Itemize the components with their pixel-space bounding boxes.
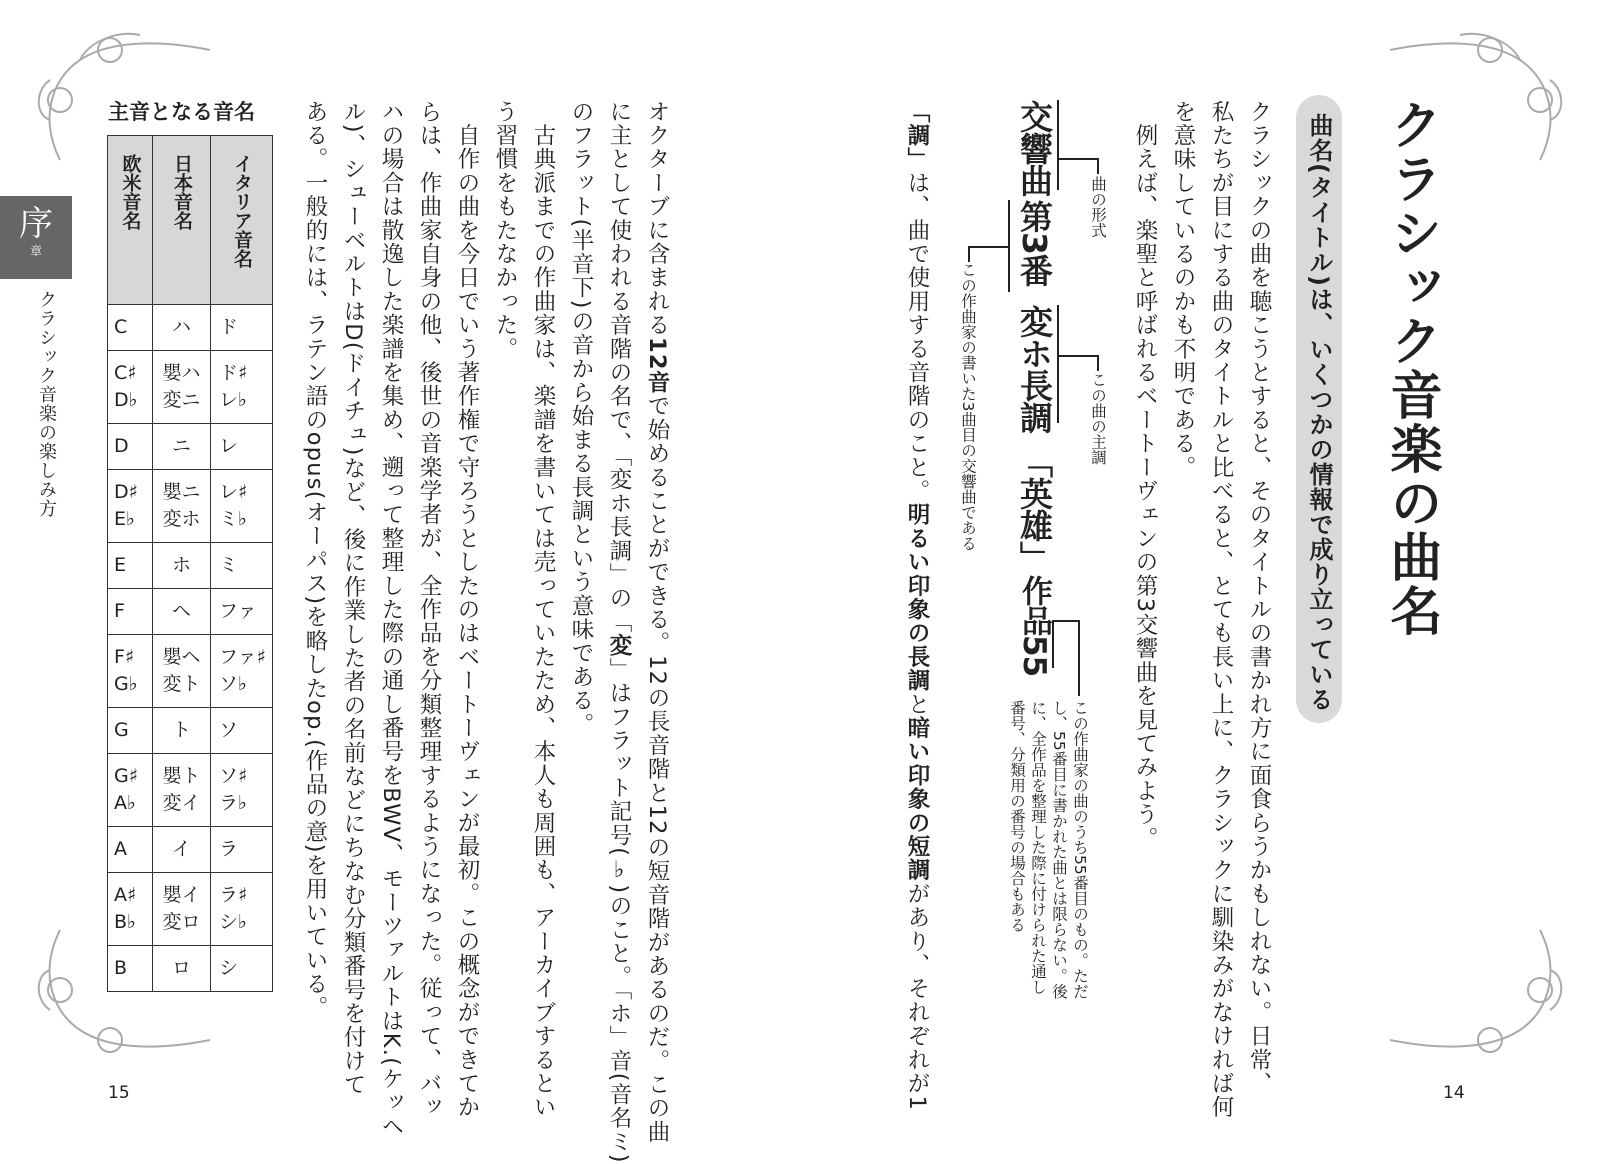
table-row — [108, 305, 273, 351]
text-line — [524, 100, 562, 1164]
text-line — [334, 100, 372, 1164]
table-cell: G — [108, 708, 153, 754]
text-segment: のフラット(半音下)の音から始まる長調という意味である。 — [568, 100, 594, 737]
text-segment: と — [904, 692, 930, 717]
table-cell: ホ — [153, 543, 211, 589]
subtitle-banner — [1296, 95, 1342, 723]
text-segment: があり、それぞれが1 — [904, 882, 930, 1111]
table-cell: 嬰ハ 変ニ — [153, 351, 211, 424]
text-segment: 自作の曲を今日でいう著作権で守ろうとしたのはベートーヴェンが最初。この概念ができてか — [454, 100, 480, 1120]
bracket-line — [1052, 620, 1054, 668]
emphasis-text: 変 — [606, 633, 632, 658]
table-header — [211, 136, 273, 305]
text-segment: オクターブに含まれる — [644, 100, 670, 337]
table-cell: G♯ A♭ — [108, 754, 153, 827]
bracket-line — [1078, 620, 1080, 696]
text-segment: を意味しているのかも不明である。 — [1170, 100, 1196, 480]
text-line — [1202, 100, 1240, 1119]
table-cell: F — [108, 589, 153, 635]
table-row — [108, 543, 273, 589]
table-row — [108, 635, 273, 708]
table-cell: ファ — [211, 589, 273, 635]
page-number: 15 — [108, 1083, 130, 1103]
table-row — [108, 946, 273, 992]
table-cell: ソ♯ ラ♭ — [211, 754, 273, 827]
chapter-suffix: 章 — [29, 244, 42, 258]
text-line — [562, 100, 600, 1164]
text-line — [372, 100, 410, 1164]
right-body-text-2 — [898, 100, 936, 1111]
table-cell: ヘ — [153, 589, 211, 635]
table-row — [108, 873, 273, 946]
table-cell: D♯ E♭ — [108, 470, 153, 543]
table-title: 主音となる音名 — [108, 100, 255, 124]
bracket-line — [1057, 100, 1059, 190]
page-number: 14 — [1443, 1083, 1465, 1103]
note-number: この作曲家の書いた3曲目の交響曲である — [959, 262, 977, 551]
table-cell: ファ♯ ソ♭ — [211, 635, 273, 708]
text-line — [638, 100, 676, 1164]
text-line — [410, 100, 448, 1164]
diagram-part-key: 変ホ長調 — [1015, 305, 1054, 433]
table-cell: レ — [211, 424, 273, 470]
table-cell: C♯ D♭ — [108, 351, 153, 424]
table-cell: 嬰ヘ 変ト — [153, 635, 211, 708]
bracket-line — [968, 246, 970, 262]
table-row — [108, 351, 273, 424]
table-header — [108, 136, 153, 305]
table-header — [153, 136, 211, 305]
table-cell: ソ — [211, 708, 273, 754]
table-row — [108, 708, 273, 754]
text-segment: で始めることができる。12の長音階と12の短音階があるのだ。この曲 — [644, 394, 670, 1144]
table-cell: ミ — [211, 543, 273, 589]
table-row — [108, 589, 273, 635]
header-japanese: 日本音名 — [171, 154, 193, 230]
table-cell: ラ♯ シ♭ — [211, 873, 273, 946]
table-row — [108, 754, 273, 827]
note-opus-line: に、全作品を整理した際に付けられた通し — [1029, 700, 1047, 995]
emphasis-text: 明るい印象の長調 — [904, 502, 930, 693]
bracket-line — [1097, 355, 1099, 371]
text-line — [448, 100, 486, 1164]
table-cell: レ♯ ミ♭ — [211, 470, 273, 543]
text-segment: らは、作曲家自身の他、後世の音楽学者が、全作品を分類整理するようになった。従って、バッ — [416, 100, 442, 1120]
text-line — [1126, 100, 1164, 1119]
text-segment: ある。一般的には、ラテン語のopus(オーパス)を略したop.(作品の意)を用いている。 — [302, 100, 328, 1020]
diagram-part-form: 交響曲 — [1015, 100, 1054, 196]
table-cell: 嬰ニ 変ホ — [153, 470, 211, 543]
table-cell: 嬰ト 変イ — [153, 754, 211, 827]
table-cell: ド♯ レ♭ — [211, 351, 273, 424]
table-cell: D — [108, 424, 153, 470]
note-form: 曲の形式 — [1089, 176, 1107, 238]
chapter-tab — [0, 196, 72, 279]
diagram-part-number: 第3番 — [1015, 200, 1054, 286]
note-name-table — [107, 135, 273, 992]
table-row — [108, 424, 273, 470]
text-line — [600, 100, 638, 1164]
table-row — [108, 470, 273, 543]
text-segment: 例えば、楽聖と呼ばれるベートーヴェンの第3交響曲を見てみよう。 — [1132, 100, 1158, 851]
text-line — [898, 100, 936, 1111]
bracket-line — [1097, 158, 1099, 174]
bracket-line — [1008, 200, 1010, 292]
text-line — [486, 100, 524, 1164]
bracket-line — [1057, 305, 1059, 423]
table-cell: ロ — [153, 946, 211, 992]
chapter-kanji: 序 — [19, 204, 53, 244]
note-opus — [1006, 700, 1090, 999]
table-cell: イ — [153, 827, 211, 873]
header-western: 欧米音名 — [119, 154, 142, 230]
note-opus-line: この作曲家の曲のうち55番目のもの。ただ — [1071, 700, 1089, 999]
text-segment: ル)、シューベルトはD(ドイチュ)など、後に作業した者の名前などにちなむ分類番号を付けて — [340, 100, 366, 1097]
text-segment: は、曲で使用する音階のこと。 — [904, 171, 930, 503]
bracket-line — [1057, 158, 1099, 160]
table-cell: A♯ B♭ — [108, 873, 153, 946]
table-cell: ト — [153, 708, 211, 754]
page-title: クラシック音楽の曲名 — [1381, 98, 1441, 638]
text-line — [1240, 100, 1278, 1119]
table-cell: ニ — [153, 424, 211, 470]
table-cell: E — [108, 543, 153, 589]
text-segment: う習慣をもたなかった。 — [492, 100, 518, 361]
table-cell: ド — [211, 305, 273, 351]
emphasis-text: 「調」 — [904, 100, 930, 172]
text-line — [1164, 100, 1202, 1119]
emphasis-text: 暗い印象の短調 — [904, 716, 930, 883]
note-key: この曲の主調 — [1089, 372, 1107, 465]
note-opus-line: 番号、分類用の番号の場合もある — [1008, 700, 1026, 933]
header-italian: イタリア音名 — [231, 154, 253, 268]
text-segment: に主として使われる音階の名で、「変ホ長調」の「 — [606, 100, 632, 634]
bracket-line — [1052, 620, 1080, 622]
emphasis-text: 12音 — [644, 337, 670, 395]
text-segment: 」はフラット記号(♭)のこと。「ホ」音(音名ミ) — [606, 657, 632, 1164]
chapter-title: クラシック音楽の楽しみ方 — [36, 290, 57, 518]
table-row — [108, 827, 273, 873]
table-cell: ハ — [153, 305, 211, 351]
text-segment: 私たちが目にする曲のタイトルと比べると、とても長い上に、クラシックに馴染みがなければ何 — [1208, 100, 1234, 1120]
table-cell: 嬰イ 変ロ — [153, 873, 211, 946]
table-cell: C — [108, 305, 153, 351]
diagram-part-nickname: 「英雄」 — [1015, 445, 1054, 573]
corner-ornament-icon — [1380, 920, 1580, 1070]
table-cell: シ — [211, 946, 273, 992]
diagram-part-opus: 作品55 — [1016, 575, 1052, 677]
left-body-text — [296, 100, 676, 1164]
table-cell: A — [108, 827, 153, 873]
table-cell: F♯ G♭ — [108, 635, 153, 708]
table-cell: B — [108, 946, 153, 992]
bracket-line — [968, 246, 1008, 248]
text-segment: 古典派までの作曲家は、楽譜を書いては売っていたため、本人も周囲も、アーカイブするとい — [530, 100, 556, 1120]
text-line — [296, 100, 334, 1164]
right-body-text — [1126, 100, 1278, 1119]
bracket-line — [1057, 355, 1099, 357]
table-cell: ラ — [211, 827, 273, 873]
note-opus-line: し、55番目に書かれた曲とは限らない。後 — [1050, 700, 1068, 999]
subtitle: 曲名(タイトル)は、いくつかの情報で成り立っている — [1305, 113, 1333, 712]
text-segment: ハの場合は散逸した楽譜を集め、遡って整理した際の通し番号をBWV、モーツァルトはK.(ケッヘ — [378, 100, 404, 1139]
text-segment: クラシックの曲を聴こうとすると、そのタイトルの書かれ方に面食らうかもしれない。日常、 — [1246, 100, 1272, 1096]
